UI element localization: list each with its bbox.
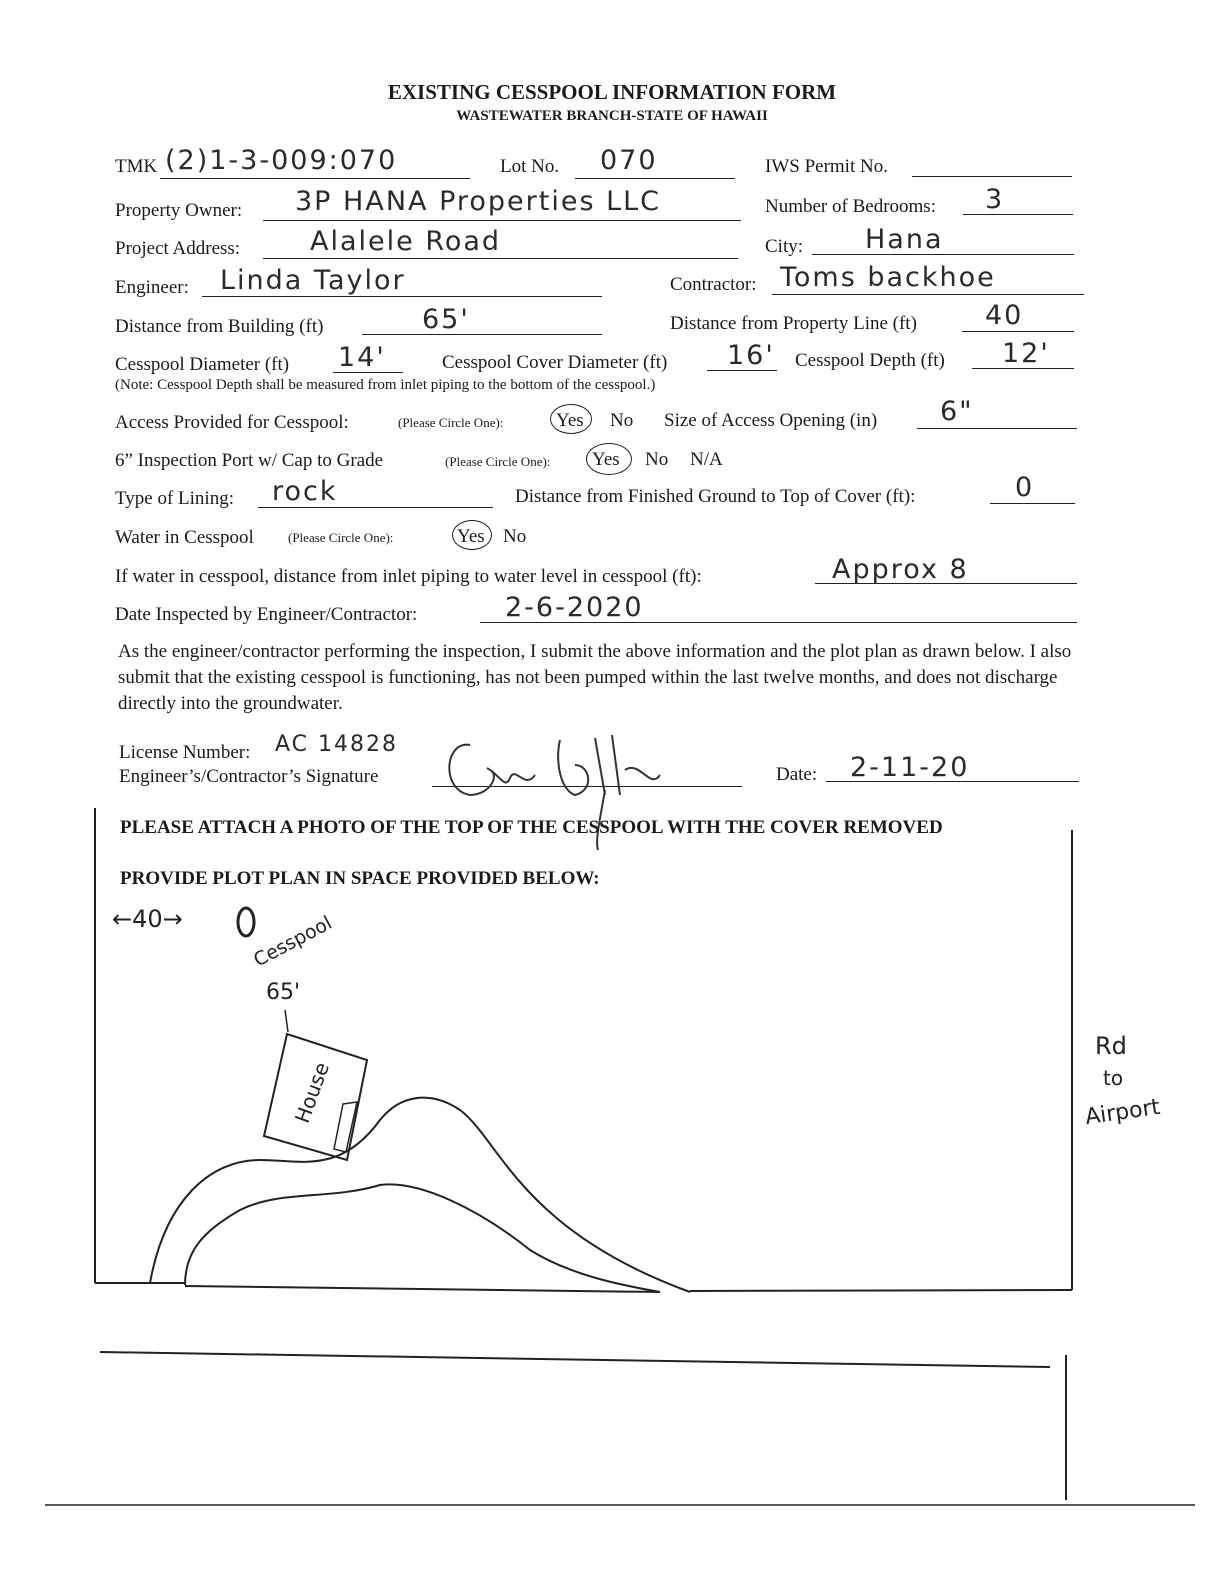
bedrooms-value[interactable]: 3 [985,184,1005,215]
tmk-value[interactable]: (2)1-3-009:070 [165,145,398,176]
license-value[interactable]: AC 14828 [275,732,399,757]
plan-instruction: PROVIDE PLOT PLAN IN SPACE PROVIDED BELOW: [120,868,600,889]
depth-value[interactable]: 12' [1002,338,1050,369]
photo-instruction: PLEASE ATTACH A PHOTO OF THE TOP OF THE CESSPOOL WITH THE COVER REMOVED [120,817,943,838]
date-inspected-label: Date Inspected by Engineer/Contractor: [115,604,418,625]
city-value[interactable]: Hana [865,224,944,255]
contractor-label: Contractor: [670,274,757,295]
address-label: Project Address: [115,238,241,259]
date-inspected-value[interactable]: 2-6-2020 [505,592,644,623]
inspection-port-hint: (Please Circle One): [445,454,551,469]
access-size-value[interactable]: 6" [940,396,974,427]
dist-property-value[interactable]: 40 [985,300,1024,331]
signature-label: Engineer’s/Contractor’s Signature [119,766,379,787]
lot-label: Lot No. [500,156,560,177]
house-label: House [290,1059,334,1127]
cover-diameter-label: Cesspool Cover Diameter (ft) [442,352,668,373]
dist-property-label: Distance from Property Line (ft) [670,313,917,334]
city-label: City: [765,236,804,257]
cover-diameter-value[interactable]: 16' [727,340,775,371]
water-no-option[interactable]: No [503,526,527,547]
address-value[interactable]: Alalele Road [310,226,502,257]
depth-note: (Note: Cesspool Depth shall be measured from inlet piping to the bottom of the cesspool.) [115,377,656,393]
signature-date-label: Date: [776,764,818,785]
diameter-value[interactable]: 14' [338,342,386,373]
access-label: Access Provided for Cesspool: [115,412,349,433]
inspection-port-na-option[interactable]: N/A [690,449,723,470]
lining-label: Type of Lining: [115,488,234,509]
owner-value[interactable]: 3P HANA Properties LLC [295,186,662,217]
road-label-rd: Rd [1095,1032,1127,1060]
depth-label: Cesspool Depth (ft) [795,350,945,371]
lot-value[interactable]: 070 [600,145,658,176]
access-yes-option[interactable]: Yes [556,410,584,431]
tmk-label: TMK [115,156,158,177]
water-label: Water in Cesspool [115,527,254,548]
distance-65-label: 65' [266,980,301,1005]
owner-label: Property Owner: [115,200,243,221]
ground-to-cover-label: Distance from Finished Ground to Top of Cover (ft): [515,486,916,507]
inspection-port-label: 6” Inspection Port w/ Cap to Grade [115,450,384,471]
contractor-value[interactable]: Toms backhoe [780,262,996,293]
water-level-label: If water in cesspool, distance from inlet piping to water level in cesspool (ft): [115,566,702,587]
bedrooms-label: Number of Bedrooms: [765,196,936,217]
access-size-label: Size of Access Opening (in) [664,410,878,431]
ground-to-cover-value[interactable]: 0 [1015,472,1035,503]
dist-building-value[interactable]: 65' [422,304,470,335]
dist-building-label: Distance from Building (ft) [115,316,324,337]
road-label-airport: Airport [1083,1094,1162,1131]
form-title: EXISTING CESSPOOL INFORMATION FORM [387,80,837,104]
certification-text: As the engineer/contractor performing the inspection, I submit the above information and the plot plan as drawn below. I also submit that the existing cesspool is functioning, has not been pumped within the last twelve months, and does not discharge directly into the groundwater. [118,641,1072,714]
access-no-option[interactable]: No [610,410,634,431]
form-subtitle: WASTEWATER BRANCH-STATE OF HAWAII [456,108,768,124]
water-yes-option[interactable]: Yes [457,526,485,547]
signature-date-value[interactable]: 2-11-20 [850,752,970,783]
arrow-40-label: ←40→ [112,905,183,933]
license-label: License Number: [119,742,251,763]
cesspool-label: Cesspool [250,911,336,972]
inspection-port-no-option[interactable]: No [645,449,669,470]
access-hint: (Please Circle One): [398,415,504,430]
lining-value[interactable]: rock [272,476,338,507]
engineer-label: Engineer: [115,277,189,298]
road-label-to: to [1103,1066,1124,1090]
iws-label: IWS Permit No. [765,156,888,177]
water-level-value[interactable]: Approx 8 [832,554,969,585]
water-hint: (Please Circle One): [288,530,394,545]
inspection-port-yes-option[interactable]: Yes [592,449,620,470]
engineer-value[interactable]: Linda Taylor [220,265,406,296]
diameter-label: Cesspool Diameter (ft) [115,354,290,375]
